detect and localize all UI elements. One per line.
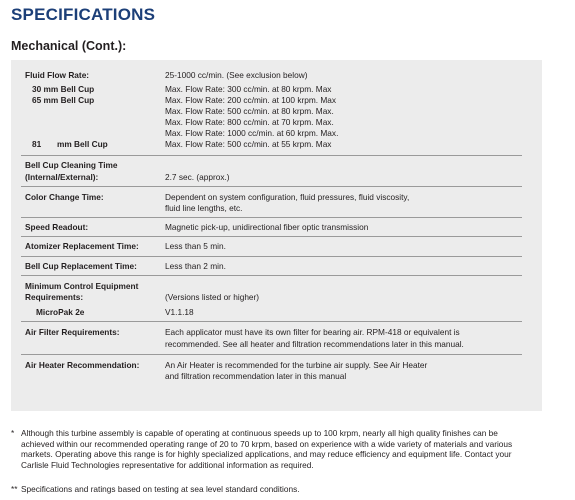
divider <box>21 217 522 218</box>
spec-value: 25-1000 cc/min. (See exclusion below) <box>165 70 308 80</box>
divider <box>21 256 522 257</box>
divider <box>21 354 522 355</box>
spec-value: An Air Heater is recommended for the turbine air supply. See Air Heater <box>165 360 428 370</box>
spec-value: Less than 2 min. <box>165 261 226 271</box>
spec-label: Color Change Time: <box>25 192 104 202</box>
spec-value: V1.1.18 <box>165 307 194 317</box>
footnote-line: Although this turbine assembly is capable of operating at continuous speeds up to 100 krpm, nearly all high quality finishes can be <box>21 428 498 438</box>
footnote-sea-level <box>11 484 545 495</box>
footnote-line: Specifications and ratings based on testing at sea level standard conditions. <box>21 484 300 494</box>
spec-value: Max. Flow Rate: 200 cc/min. at 100 krpm. Max <box>165 95 337 105</box>
section-title: Mechanical (Cont.): <box>11 39 127 53</box>
spec-label: Minimum Control Equipment <box>25 281 139 291</box>
spec-value: Max. Flow Rate: 1000 cc/min. at 60 krpm. Max. <box>165 128 339 138</box>
spec-label: Bell Cup Replacement Time: <box>25 261 137 271</box>
footnote-exclusion <box>11 428 545 470</box>
divider <box>21 236 522 237</box>
spec-value: Each applicator must have its own filter for bearing air. RPM-418 or equivalent is <box>165 327 460 337</box>
spec-value: Max. Flow Rate: 300 cc/min. at 80 krpm. Max <box>165 84 332 94</box>
footnote-marker: * <box>11 428 15 438</box>
spec-sub-label: 30 mm Bell Cup <box>32 84 95 94</box>
page-title: SPECIFICATIONS <box>11 5 156 24</box>
divider <box>21 275 522 276</box>
spec-value: Magnetic pick-up, unidirectional fiber optic transmission <box>165 222 369 232</box>
spec-value: Max. Flow Rate: 800 cc/min. at 70 krpm. Max. <box>165 117 334 127</box>
footnote-line: achieved within our recommended operating range of 20 to 70 krpm, based on experience with a wide variety of materials and various <box>21 438 513 449</box>
divider <box>21 155 522 156</box>
spec-label: (Internal/External): <box>25 172 99 182</box>
spec-value: 2.7 sec. (approx.) <box>165 172 230 182</box>
spec-label: Requirements: <box>25 292 84 302</box>
spec-sub-label: mm Bell Cup <box>57 139 108 149</box>
spec-value: Max. Flow Rate: 500 cc/min. at 55 krpm. Max <box>165 139 332 149</box>
spec-table <box>11 60 542 411</box>
footnote-marker: ** <box>11 484 18 494</box>
spec-value: Dependent on system configuration, fluid pressures, fluid viscosity, <box>165 192 410 202</box>
spec-label: Atomizer Replacement Time: <box>25 241 139 251</box>
spec-label: Air Heater Recommendation: <box>25 360 140 370</box>
spec-value: (Versions listed or higher) <box>165 292 260 302</box>
spec-label: Speed Readout: <box>25 222 89 232</box>
spec-value: and filtration recommendation later in this manual <box>165 371 347 381</box>
spec-value: fluid line lengths, etc. <box>165 203 243 213</box>
spec-value: Max. Flow Rate: 500 cc/min. at 80 krpm. Max. <box>165 106 334 116</box>
spec-sub-label: 81 <box>32 139 42 149</box>
footnote-line: markets. Operating above this range is for highly specialized applications, and may reduce efficiency and equipment life. Contact your <box>21 449 512 460</box>
spec-sub-label: MicroPak 2e <box>36 307 85 317</box>
spec-value: Less than 5 min. <box>165 241 226 251</box>
spec-sub-label: 65 mm Bell Cup <box>32 95 95 105</box>
divider <box>21 186 522 187</box>
spec-value: recommended. See all heater and filtration recommendations later in this manual. <box>165 339 464 349</box>
divider <box>21 321 522 322</box>
spec-label: Bell Cup Cleaning Time <box>25 160 118 170</box>
spec-label: Fluid Flow Rate: <box>25 70 90 80</box>
footnote-line: Carlisle Fluid Technologies representative for additional information as required. <box>21 459 314 470</box>
spec-label: Air Filter Requirements: <box>25 327 120 337</box>
